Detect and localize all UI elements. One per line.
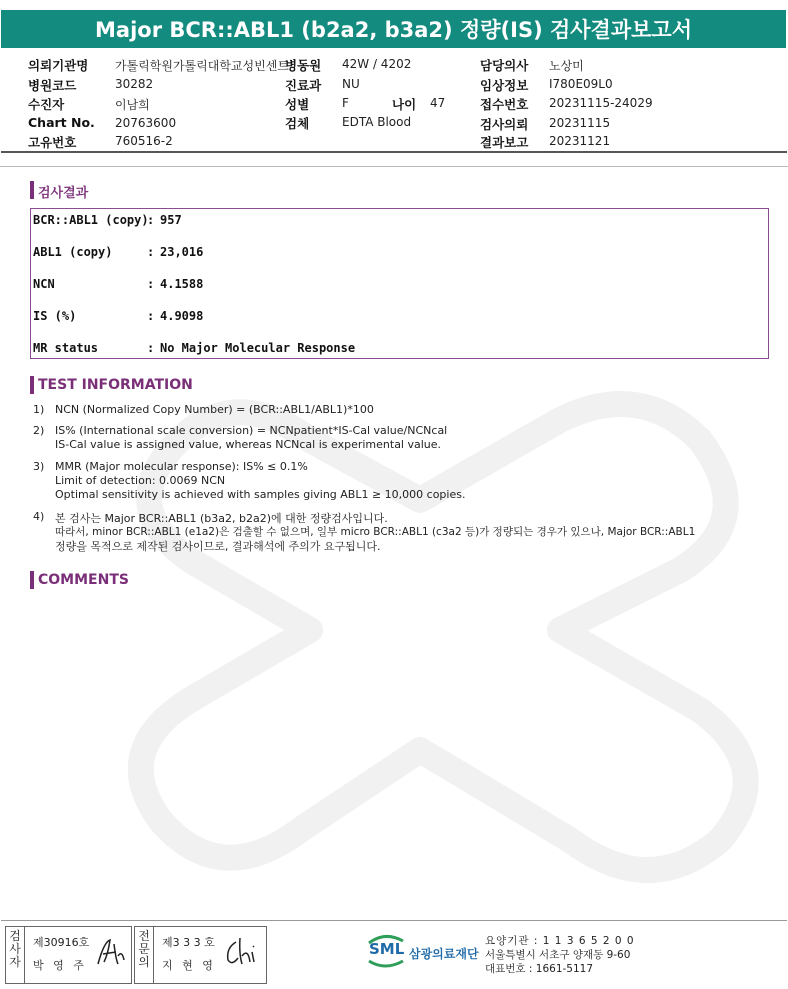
org-name: 삼광의료재단 — [409, 947, 479, 961]
sex-label: 성별 — [285, 97, 310, 112]
expert-name: 지 현 영 — [162, 959, 216, 972]
age-value: 47 — [430, 96, 446, 110]
expert-license: 제3 3 3 호 — [162, 936, 215, 949]
request-label: 검사의뢰 — [480, 117, 529, 132]
results-box — [30, 208, 769, 359]
info-line: 본 검사는 Major BCR::ABL1 (b3a2, b2a2)에 대한 정량검사입니다. — [55, 512, 388, 525]
ward-label: 병동원 — [285, 58, 322, 73]
inspector-label-box — [5, 926, 25, 984]
dept-label: 진료과 — [285, 78, 322, 93]
institution-value: 가톨릭학원가톨릭대학교성빈센트 — [115, 59, 289, 73]
result-sep: : — [147, 213, 155, 227]
unique-value: 760516-2 — [115, 134, 173, 148]
clinical-label: 임상정보 — [480, 78, 529, 93]
result-label-mr-status: MR status — [33, 341, 99, 355]
dept-value: NU — [342, 77, 360, 91]
result-value-bcr-abl1: 957 — [160, 213, 182, 227]
results-section-title: 검사결과 — [38, 186, 89, 201]
header-divider — [1, 151, 787, 153]
comments-title: COMMENTS — [38, 572, 129, 588]
info-line: 정량을 목적으로 제작된 검사이므로, 결과해석에 주의가 요구됩니다. — [55, 540, 381, 553]
info-num: 1) — [33, 403, 45, 416]
inspector-signature — [94, 936, 128, 968]
hospital-code-value: 30282 — [115, 77, 154, 91]
report-date-label: 결과보고 — [480, 135, 529, 150]
examinee-value: 이남희 — [115, 98, 150, 112]
inspector-name: 박 영 주 — [33, 959, 87, 972]
result-label-bcr-abl1: BCR::ABL1 (copy) — [33, 213, 149, 227]
info-line: Limit of detection: 0.0069 NCN — [55, 474, 226, 487]
result-label-abl1: ABL1 (copy) — [33, 245, 113, 259]
receipt-value: 20231115-24029 — [549, 96, 653, 110]
result-label-ncn: NCN — [33, 277, 55, 291]
info-line: IS% (International scale conversion) = NCNpatient*IS-Cal value/NCNcal — [55, 424, 448, 437]
doctor-label: 담당의사 — [480, 58, 529, 73]
examinee-label: 수진자 — [28, 97, 65, 112]
info-line: 따라서, minor BCR::ABL1 (e1a2)은 검출할 수 없으며, 일부 micro BCR::ABL1 (c3a2 등)가 정량되는 경우가 있으나, Major BCR::ABL1 — [55, 526, 696, 538]
result-sep: : — [147, 341, 155, 355]
clinical-value: I780E09L0 — [549, 77, 613, 91]
info-line: IS-Cal value is assigned value, whereas NCNcal is experimental value. — [55, 438, 442, 451]
result-value-abl1: 23,016 — [160, 245, 204, 259]
sml-logo-text: SML — [369, 940, 405, 958]
section-marker — [30, 181, 34, 199]
result-value-mr-status: No Major Molecular Response — [160, 341, 356, 355]
inspector-label: 검사자 — [9, 929, 21, 969]
expert-label-box — [134, 926, 154, 984]
section-marker — [30, 571, 34, 589]
inspector-license: 제30916호 — [33, 936, 90, 949]
unique-label: 고유번호 — [28, 135, 77, 150]
result-value-is: 4.9098 — [160, 309, 204, 323]
report-date-value: 20231121 — [549, 134, 611, 148]
address: 서울특별시 서초구 양재동 9-60 — [485, 949, 631, 961]
specimen-label: 검체 — [285, 116, 310, 131]
chart-label: Chart No. — [28, 115, 95, 130]
expert-label: 전문의 — [138, 929, 150, 969]
phone: 대표번호 : 1661-5117 — [485, 963, 594, 975]
info-num: 2) — [33, 424, 45, 437]
institution-label: 의뢰기관명 — [28, 58, 89, 73]
request-value: 20231115 — [549, 116, 611, 130]
header-divider-light — [0, 166, 788, 167]
doctor-value: 노상미 — [549, 59, 584, 73]
result-sep: : — [147, 245, 155, 259]
ward-value: 42W / 4202 — [342, 57, 412, 71]
info-line: NCN (Normalized Copy Number) = (BCR::ABL1/ABL1)*100 — [55, 403, 374, 416]
chart-value: 20763600 — [115, 116, 177, 130]
care-code: 요양기관 : 1 1 3 6 5 2 0 0 — [485, 935, 635, 947]
result-sep: : — [147, 309, 155, 323]
receipt-label: 접수번호 — [480, 97, 529, 112]
result-label-is: IS (%) — [33, 309, 77, 323]
info-num: 3) — [33, 460, 45, 473]
section-marker — [30, 376, 34, 394]
hospital-code-label: 병원코드 — [28, 78, 77, 93]
expert-signature — [222, 934, 262, 970]
result-value-ncn: 4.1588 — [160, 277, 204, 291]
info-num: 4) — [33, 510, 45, 523]
specimen-value: EDTA Blood — [342, 115, 412, 129]
info-line: MMR (Major molecular response): IS% ≤ 0.1% — [55, 460, 308, 473]
sex-value: F — [342, 96, 349, 110]
report-title: Major BCR::ABL1 (b2a2, b3a2) 정량(IS) 검사결과보고서 — [1, 10, 786, 48]
info-line: Optimal sensitivity is achieved with samples giving ABL1 ≥ 10,000 copies. — [55, 488, 466, 501]
age-label: 나이 — [392, 97, 417, 112]
result-sep: : — [147, 277, 155, 291]
test-info-title: TEST INFORMATION — [38, 377, 193, 393]
